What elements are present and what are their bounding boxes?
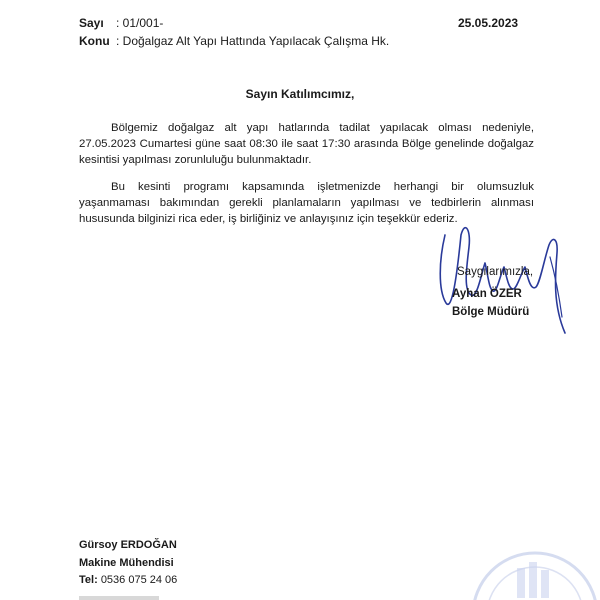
contact-title: Makine Mühendisi — [79, 557, 174, 569]
signatory-name: Ayhan ÖZER — [452, 288, 522, 300]
konu-value: : Doğalgaz Alt Yapı Hattında Yapılacak Çalışma Hk. — [116, 34, 390, 48]
body-paragraph-2: Bu kesinti programı kapsamında işletmenizde herhangi bir olumsuzluk yaşanmaması bakımından gerekli planlamaların yapılması ve tedbirlerin alınması hususunda bilginizi rica eder, iş birliğiniz ve anlayışınız için teşekkür ederiz. — [79, 181, 534, 225]
konu-label: Konu — [79, 34, 110, 48]
sayi-value: : 01/001- — [116, 16, 164, 30]
signature-closing: Saygılarımızla, — [457, 266, 534, 278]
phone-number: 0536 075 24 06 — [100, 574, 178, 586]
cut-off-footer-line — [79, 596, 159, 600]
body-paragraph-1: Bölgemiz doğalgaz alt yapı hatlarında tadilat yapılacak olması nedeniyle, 27.05.2023 Cumartesi güne saat 08:30 ile saat 17:30 arasında Bölge genelinde doğalgaz kesintisi yapılması zorunluluğu bulunmaktadır. — [79, 122, 534, 166]
contact-name: Gürsoy ERDOĞAN — [79, 539, 177, 551]
stamp-watermark — [425, 540, 600, 600]
phone-label: Tel: — [79, 574, 98, 586]
sayi-label: Sayı — [79, 16, 104, 30]
signatory-title: Bölge Müdürü — [452, 306, 530, 318]
contact-phone — [79, 571, 177, 589]
document-date: 25.05.2023 — [458, 16, 519, 30]
salutation: Sayın Katılımcımız, — [245, 87, 355, 101]
